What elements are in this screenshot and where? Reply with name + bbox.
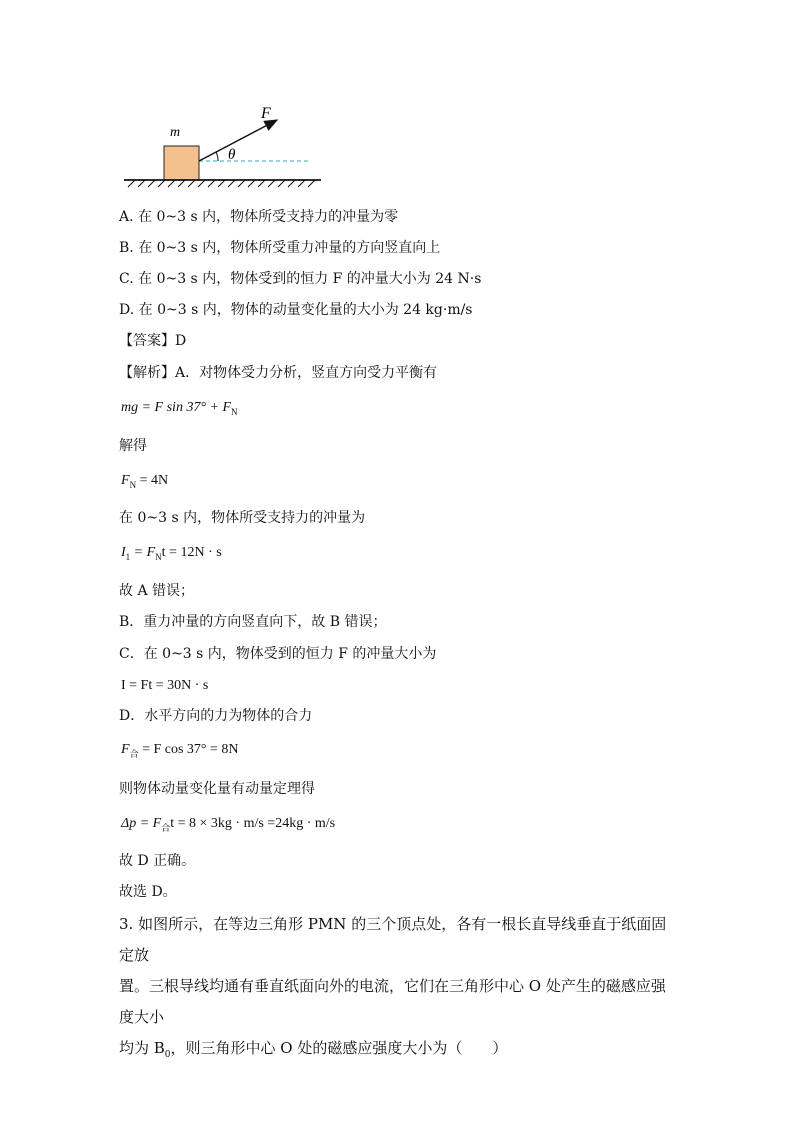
equation-5-subscript: 合 [129,748,139,759]
question-3-subscript: 0 [164,1050,171,1060]
question-3-line-1: 3. 如图所示，在等边三角形 PMN 的三个顶点处，各有一根长直导线垂直于纸面固定放 [119,915,667,964]
equation-6-rest: t = 8 × 3kg · m/s =24kg · m/s [170,816,336,831]
option-d: D. 在 0~3 s 内，物体的动量变化量的大小为 24 kg·m/s [119,302,473,318]
equation-1 [121,399,238,421]
conclusion-a: 故 A 错误； [119,583,195,599]
question-3 [119,909,679,1071]
force-arrow [199,120,277,161]
equation-3-subscript-1: 1 [125,551,131,562]
equation-3-mid: = F [130,545,156,560]
equation-2-subscript: N [129,479,137,490]
equation-1-subscript: N [231,406,238,417]
force-diagram [118,98,328,190]
final-answer: 故选 D。 [119,884,177,900]
question-3-line-3-text: 均为 B [119,1039,165,1057]
question-3-line-3-rest: ，则三角形中心 O 处的磁感应强度大小为（ ） [170,1039,508,1057]
equation-2-symbol: F [121,473,130,488]
equation-3-subscript-2: N [155,551,162,562]
equation-3-rest: t = 12N · s [161,545,222,560]
option-c: C. 在 0~3 s 内，物体受到的恒力 F 的冲量大小为 24 N·s [119,271,482,287]
mass-label: m [170,125,181,140]
analysis-intro: 【解析】A．对物体受力分析，竖直方向受力平衡有 [119,365,438,381]
equation-2-rest: = 4N [136,473,169,488]
equation-5-rest: = F cos 37° = 8N [138,742,239,757]
analysis-b: B．重力冲量的方向竖直向下，故 B 错误； [119,614,387,630]
equation-5-symbol: F [121,742,130,757]
analysis-c: C．在 0~3 s 内，物体受到的恒力 F 的冲量大小为 [119,646,437,662]
question-3-line-2: 置。三根导线均通有垂直纸面向外的电流，它们在三角形中心 O 处产生的磁感应强度大小 [119,977,666,1026]
equation-5 [121,741,239,763]
support-impulse-text: 在 0~3 s 内，物体所受支持力的冲量为 [119,510,366,526]
ground-hatching [128,180,315,187]
angle-label: θ [228,147,236,163]
equation-6-subscript: 合 [161,822,171,833]
angle-arc [216,152,218,161]
force-label: F [261,105,271,122]
conclusion-d: 故 D 正确。 [119,853,196,869]
question-3-line-3 [119,1033,679,1071]
momentum-text: 则物体动量变化量有动量定理得 [119,781,315,797]
answer: 【答案】D [119,333,187,349]
equation-3-symbol: I [121,545,126,560]
analysis-d: D．水平方向的力为物体的合力 [119,708,313,724]
equation-6 [121,815,335,837]
equation-3 [121,544,222,566]
option-b: B. 在 0~3 s 内，物体所受重力冲量的方向竖直向上 [119,240,441,256]
equation-4: I = Ft = 30N · s [121,678,209,693]
option-a: A. 在 0~3 s 内，物体所受支持力的冲量为零 [119,209,399,225]
equation-1-text: mg = F sin 37° + F [121,400,232,415]
solve-label: 解得 [119,438,147,454]
equation-2 [121,472,168,494]
block [164,146,199,180]
equation-6-symbol: Δp = F [121,816,162,831]
